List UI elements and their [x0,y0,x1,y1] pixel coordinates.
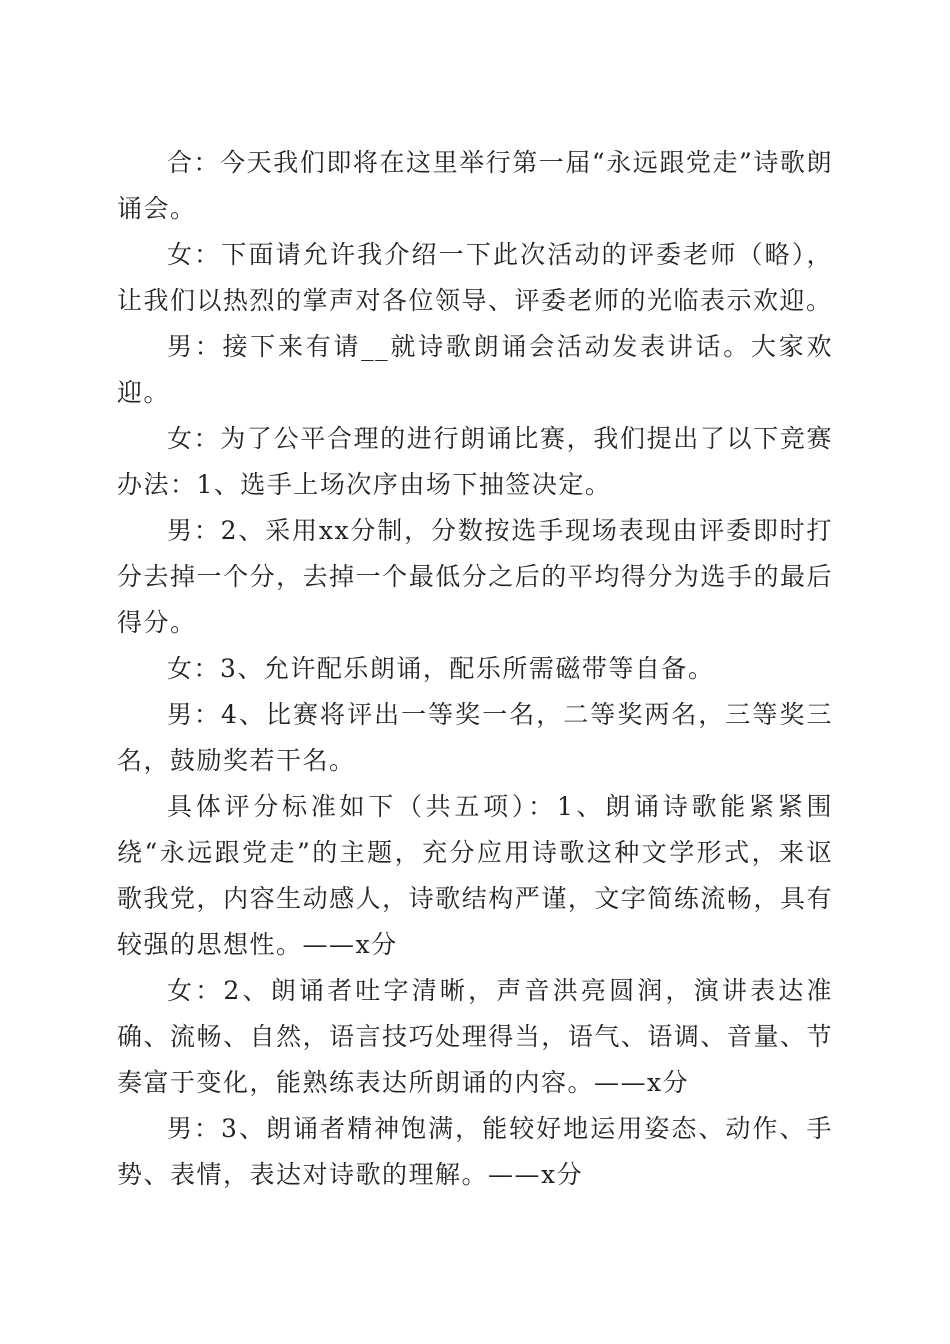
paragraph-1: 合：今天我们即将在这里举行第一届“永远跟党走”诗歌朗诵会。 [117,148,833,223]
paragraph-7: 男：4、比赛将评出一等奖一名，二等奖两名，三等奖三名，鼓励奖若干名。 [117,700,833,775]
paragraph-5: 男：2、采用xx分制，分数按选手现场表现由评委即时打分去掉一个分，去掉一个最低分之后的平均得分为选手的最后得分。 [117,516,833,637]
document-body [117,140,833,1198]
paragraph-3: 男：接下来有请__就诗歌朗诵会活动发表讲话。大家欢迎。 [117,332,833,407]
paragraph-9: 女：2、朗诵者吐字清晰，声音洪亮圆润，演讲表达准确、流畅、自然，语言技巧处理得当，语气、语调、音量、节奏富于变化，能熟练表达所朗诵的内容。——x分 [117,976,833,1097]
paragraph-8: 具体评分标准如下（共五项）：1、朗诵诗歌能紧紧围绕“永远跟党走”的主题，充分应用诗歌这种文学形式，来讴歌我党，内容生动感人，诗歌结构严谨，文字简练流畅，具有较强的思想性。——x分 [117,792,833,959]
paragraph-4: 女：为了公平合理的进行朗诵比赛，我们提出了以下竞赛办法：1、选手上场次序由场下抽签决定。 [117,424,833,499]
paragraph-2: 女：下面请允许我介绍一下此次活动的评委老师（略），让我们以热烈的掌声对各位领导、评委老师的光临表示欢迎。 [117,240,833,315]
paragraph-6: 女：3、允许配乐朗诵，配乐所需磁带等自备。 [167,654,715,683]
paragraph-10: 男：3、朗诵者精神饱满，能较好地运用姿态、动作、手势、表情，表达对诗歌的理解。——x分 [117,1114,833,1189]
